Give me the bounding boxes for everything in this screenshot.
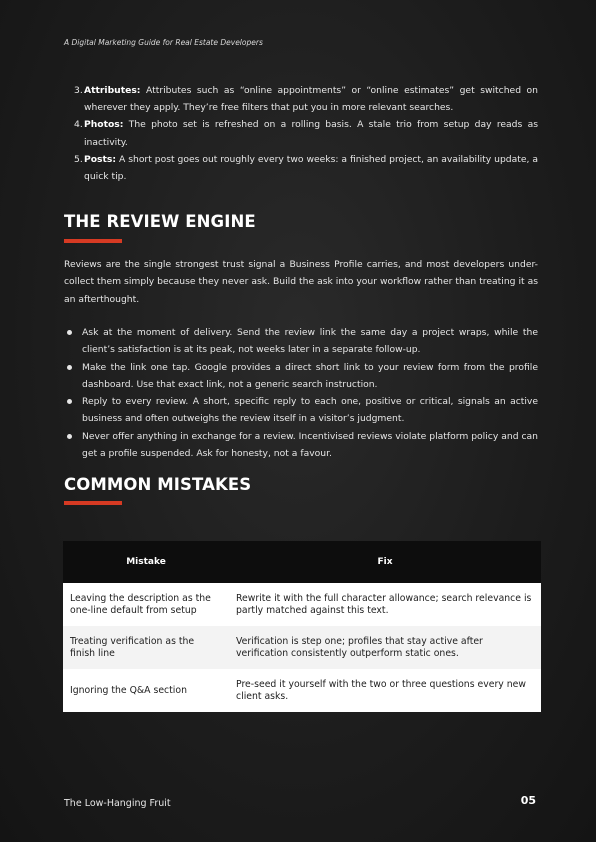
review-tips-list [64,324,538,462]
bullet-icon [67,434,72,439]
list-item [82,393,538,428]
item-term: Attributes: [84,85,141,96]
review-section-title: THE REVIEW ENGINE [64,212,256,231]
item-text: A short post goes out roughly every two weeks: a finished project, an availability update, a quick tip. [84,153,538,183]
fix-cell: Verification is step one; profiles that stay active after verification consistently outperform static ones. [229,626,541,669]
mistakes-section-title: COMMON MISTAKES [64,475,252,494]
bullet-text: Ask at the moment of delivery. Send the review link the same day a project wraps, while the client’s satisfaction is at its peak, not weeks later in a separate follow-up. [82,327,538,356]
list-item [82,324,538,359]
item-term: Posts: [84,153,117,165]
mistake-cell: Ignoring the Q&A section [63,669,229,712]
item-term: Photos: [84,119,124,131]
list-item [82,359,538,394]
bullet-icon [67,365,72,370]
column-header-fix: Fix [229,541,541,583]
item-number: 4. [74,119,83,131]
profile-steps-list [64,82,538,185]
bullet-icon [67,330,72,335]
list-item [74,82,538,116]
running-header: A Digital Marketing Guide for Real Estate Developers [64,38,263,47]
item-number: 5. [74,153,83,165]
bullet-text: Reply to every review. A short, specific reply to each one, positive or critical, signals an active business and often outweighs the review itself in a visitor’s judgment. [82,396,538,425]
table-row [63,669,541,712]
mistakes-accent-bar [64,501,122,505]
fix-cell: Rewrite it with the full character allowance; search relevance is partly matched against this text. [229,583,541,626]
item-text: The photo set is refreshed on a rolling basis. A stale trio from setup day reads as inactivity. [84,119,538,148]
bullet-text: Make the link one tap. Google provides a direct short link to your review form from the profile dashboard. Use that exact link, not a generic search instruction. [82,361,538,390]
column-header-mistake: Mistake [63,541,229,583]
mistakes-table [63,541,541,712]
list-item [74,116,538,150]
review-accent-bar [64,239,122,243]
footer-section-name: The Low-Hanging Fruit [64,798,171,809]
bullet-text: Never offer anything in exchange for a review. Incentivised reviews violate platform policy and can get a profile suspended. Ask for honesty, not a favour. [82,430,538,460]
list-item [74,151,538,185]
table-row [63,583,541,626]
page-number: 05 [520,794,536,807]
mistake-cell: Leaving the description as the one-line default from setup [63,583,229,626]
table-row [63,626,541,669]
mistake-cell: Treating verification as the finish line [63,626,229,669]
item-number: 3. [74,85,83,96]
item-text: Attributes such as “online appointments” or “online estimates” get switched on wherever they apply. They’re free filters that put you in more relevant searches. [84,85,538,114]
bullet-icon [67,399,72,404]
list-item [82,428,538,463]
table-header-row [63,541,541,583]
review-intro-paragraph: Reviews are the single strongest trust signal a Business Profile carries, and most developers under-collect them simply because they never ask. Build the ask into your workflow rather than treating it as an afterthought. [64,259,538,305]
fix-cell: Pre-seed it yourself with the two or three questions every new client asks. [229,669,541,712]
